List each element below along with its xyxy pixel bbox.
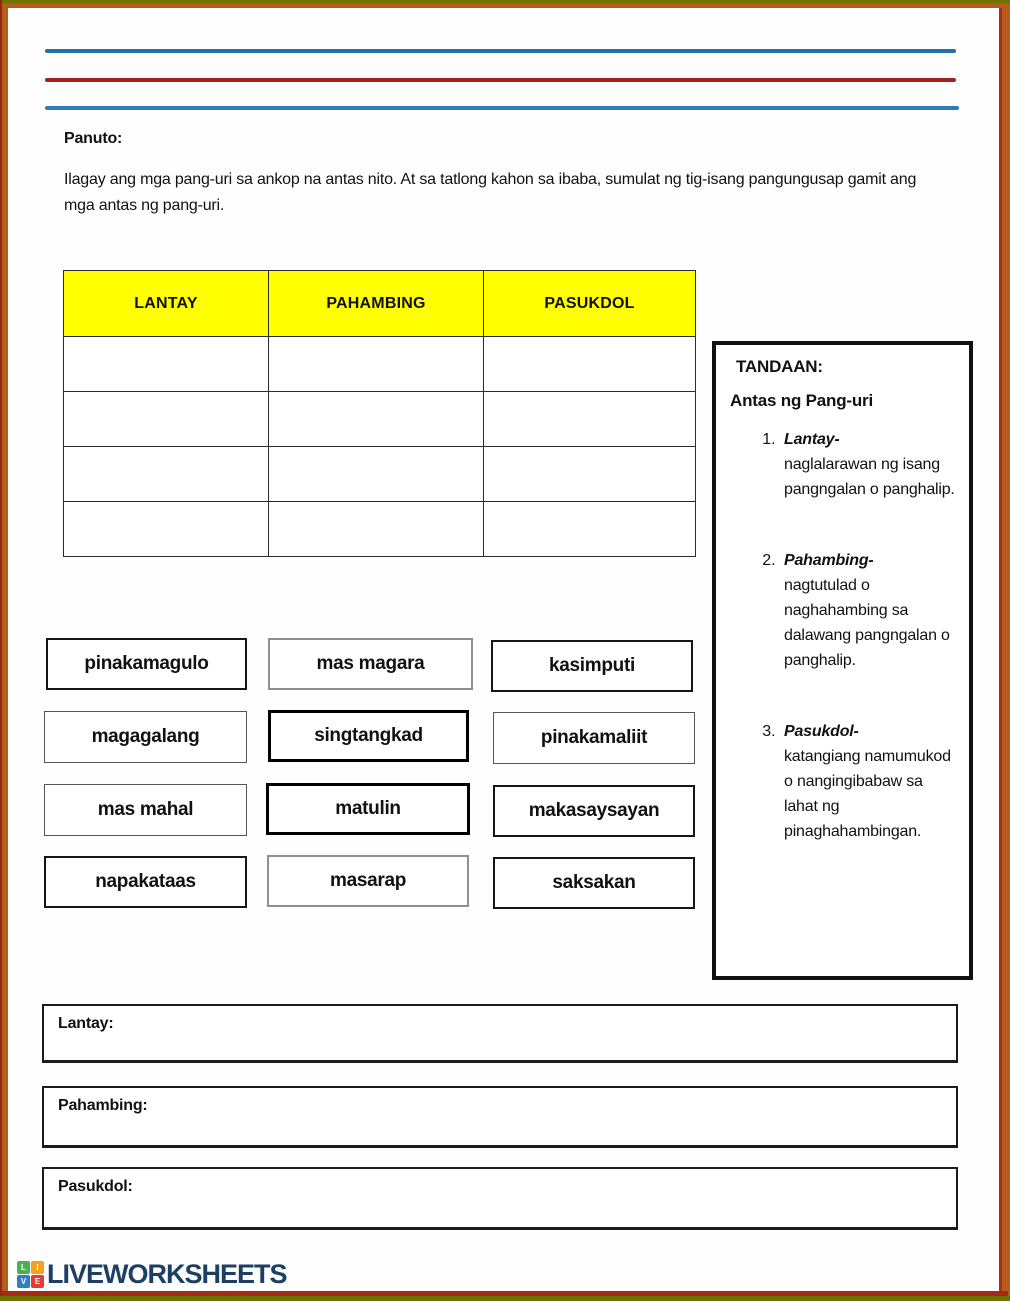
tandaan-term: 1. Lantay- — [784, 431, 840, 448]
word-card-matulin[interactable]: matulin — [266, 783, 470, 835]
top-rule-blue-1 — [45, 49, 956, 53]
liveworksheets-logo[interactable] — [17, 1259, 287, 1290]
column-header-pahambing: PAHAMBING — [269, 271, 484, 337]
instructions-text: Ilagay ang mga pang-uri sa ankop na antas nito. At sa tatlong kahon sa ibaba, sumulat ng tig-isang pangungusap gamit ang mga antas ng pang-uri. — [64, 171, 917, 214]
tandaan-term: 3. Pasukdol- — [784, 723, 859, 740]
word-card-makasaysayan[interactable]: makasaysayan — [493, 785, 695, 837]
column-header-pasukdol: PASUKDOL — [484, 271, 696, 337]
table-row — [64, 502, 696, 557]
tandaan-term: 2. Pahambing- — [784, 552, 874, 569]
logo-cell-v: V — [17, 1275, 30, 1288]
table-row — [64, 337, 696, 392]
table-drop-cell[interactable] — [269, 502, 484, 557]
table-drop-cell[interactable] — [64, 502, 269, 557]
tandaan-definition: katangiang namumukod o nangingibabaw sa lahat ng pinaghahambingan. — [784, 748, 951, 840]
logo-cell-l: L — [17, 1261, 30, 1274]
table-drop-cell[interactable] — [484, 337, 696, 392]
word-card-saksakan[interactable]: saksakan — [493, 857, 695, 909]
word-card-napakataas[interactable]: napakataas — [44, 856, 247, 908]
word-card-masarap[interactable]: masarap — [267, 855, 469, 907]
table-drop-cell[interactable] — [484, 392, 696, 447]
pasukdol-answer-label: Pasukdol: — [58, 1178, 133, 1195]
tandaan-item-lantay — [780, 427, 955, 502]
tandaan-definition: nagtutulad o naghahambing sa dalawang pangngalan o panghalip. — [784, 577, 950, 669]
tandaan-subtitle: Antas ng Pang-uri — [730, 391, 873, 410]
table-drop-cell[interactable] — [64, 337, 269, 392]
page-border-top-orange — [2, 3, 1002, 8]
lantay-answer-box[interactable] — [42, 1004, 958, 1063]
word-card-kasimputi[interactable]: kasimputi — [491, 640, 693, 692]
liveworksheets-grid-icon — [17, 1261, 44, 1288]
table-drop-cell[interactable] — [269, 392, 484, 447]
table-drop-cell[interactable] — [269, 337, 484, 392]
table-drop-cell[interactable] — [484, 502, 696, 557]
panuto-heading: Panuto: — [64, 130, 123, 147]
top-rule-blue-2 — [45, 106, 959, 110]
word-card-singtangkad[interactable]: singtangkad — [268, 710, 469, 762]
tandaan-definition: naglalarawan ng isang pangngalan o panghalip. — [784, 456, 955, 498]
table-row — [64, 392, 696, 447]
page-border-left-orange — [2, 3, 8, 1296]
table-drop-cell[interactable] — [484, 447, 696, 502]
page-border-bottom-olive — [0, 1296, 1010, 1301]
pahambing-answer-label: Pahambing: — [58, 1097, 148, 1114]
tandaan-item-pasukdol — [780, 719, 955, 844]
word-card-mas-mahal[interactable]: mas mahal — [44, 784, 247, 836]
logo-cell-e: E — [31, 1275, 44, 1288]
tandaan-box — [712, 341, 973, 980]
table-drop-cell[interactable] — [64, 392, 269, 447]
sorting-table — [63, 270, 696, 557]
table-drop-cell[interactable] — [269, 447, 484, 502]
logo-cell-i: I — [31, 1261, 44, 1274]
tandaan-list — [730, 427, 955, 844]
top-rule-red — [45, 78, 956, 82]
word-card-mas-magara[interactable]: mas magara — [268, 638, 473, 690]
table-row — [64, 447, 696, 502]
tandaan-item-pahambing — [780, 548, 955, 673]
pahambing-answer-box[interactable] — [42, 1086, 958, 1148]
page-border-right-orange — [1002, 3, 1010, 1296]
word-card-pinakamaliit[interactable]: pinakamaliit — [493, 712, 695, 764]
table-drop-cell[interactable] — [64, 447, 269, 502]
word-card-pinakamagulo[interactable]: pinakamagulo — [46, 638, 247, 690]
word-card-magagalang[interactable]: magagalang — [44, 711, 247, 763]
tandaan-title: TANDAAN: — [736, 357, 823, 376]
lantay-answer-label: Lantay: — [58, 1015, 114, 1032]
pasukdol-answer-box[interactable] — [42, 1167, 958, 1230]
column-header-lantay: LANTAY — [64, 271, 269, 337]
liveworksheets-wordmark: LIVEWORKSHEETS — [47, 1259, 287, 1289]
